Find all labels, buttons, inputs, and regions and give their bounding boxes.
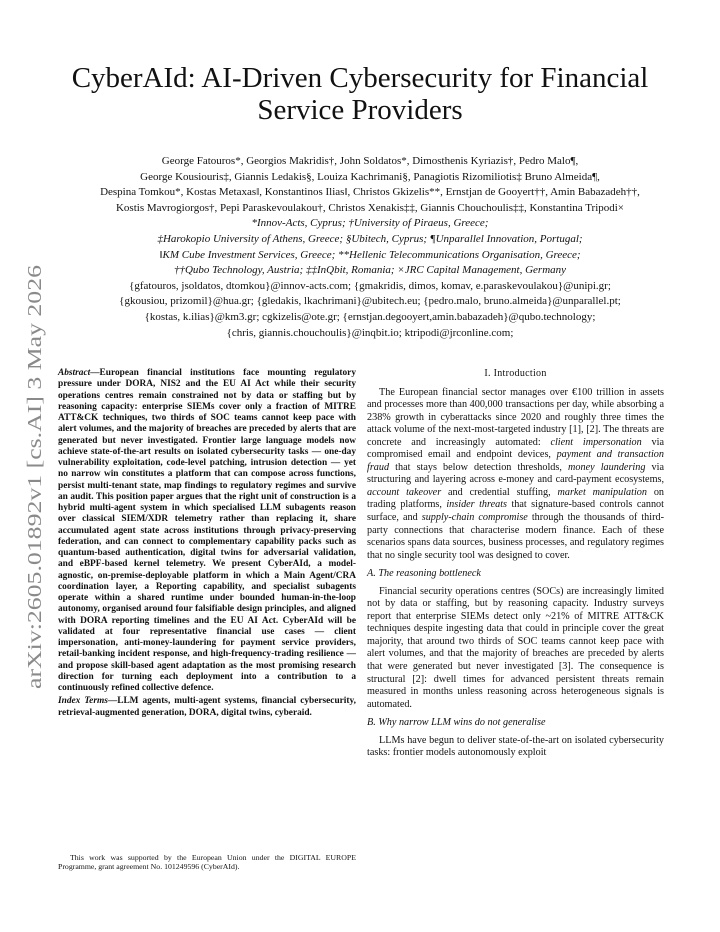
index-terms-lead: Index Terms: [58, 696, 108, 707]
text-run: on trading platforms,: [367, 486, 665, 511]
email-line: {gfatouros, jsoldatos, dtomkou}@innov-acts.com; {gmakridis, dimos, komav, e.paraskevoulakou}@unipi.gr;: [129, 279, 611, 292]
abstract: [58, 368, 356, 694]
text-run: that stays below detection thresholds,: [389, 461, 569, 473]
text-run: through the thousands of third-party connections that characterise modern finance. Each of these scenarios spans data sources, business processes, and regulatory regimes that no single security tool was designed to cover.: [367, 512, 664, 561]
intro-paragraph: [367, 387, 664, 563]
affiliation-line: *Innov-Acts, Cyprus; †University of Piraeus, Greece;: [251, 217, 489, 230]
subsection-heading: A. The reasoning bottleneck: [367, 568, 481, 580]
abstract-lead: Abstract: [58, 368, 91, 378]
arxiv-stamp-text: arXiv:2605.01892v1 [cs.AI] 3 May 2026: [25, 368, 46, 689]
text-run: The European financial sector manages over €100 trillion in assets and processes more than 400,000 transactions per day, while absorbing a 238% growth in cyberattacks since 2020 and roughly three times the attack volume of the next-most-targeted industry [1], [2]. The threats are concrete and increasingly automated:: [367, 386, 664, 448]
threat-term: payment and transaction fraud: [367, 449, 664, 473]
email-line: {chris, giannis.chouchoulis}@inqbit.io; ktripodi@jrconline.com;: [226, 326, 514, 339]
email-line: {gkousiou, prizomil}@hua.gr; {gledakis, lkachrimani}@ubitech.eu; {pedro.malo, bruno.almeida}@unparallel.pt;: [119, 295, 621, 308]
subsection-heading: B. Why narrow LLM wins do not generalise: [367, 717, 546, 729]
text-run: that signature-based controls cannot surface, and: [367, 499, 664, 524]
funding-footnote: This work was supported by the European Union under the DIGITAL EUROPE Programme, grant agreement No. 101249596 (CyberAId).: [58, 853, 356, 872]
text-run: and credential stuffing,: [441, 486, 558, 498]
affiliation-line: ††Qubo Technology, Austria; ‡‡InQbit, Romania; ×JRC Capital Management, Germany: [173, 264, 567, 277]
text-run: via structuring and layering across e-money and card-payment ecosystems,: [367, 461, 664, 486]
threat-term: client impersonation: [550, 436, 642, 448]
author-block: [55, 154, 685, 341]
affiliation-line: ‡Harokopio University of Athens, Greece; §Ubitech, Cyprus; ¶Unparallel Innovation, Portugal;: [157, 232, 583, 245]
author-line: George Kousiouris‡, Giannis Ledakis§, Louiza Kachrimani§, Panagiotis Rizomiliotis‡ Bruno Almeida¶,: [140, 170, 600, 183]
left-column: [58, 368, 356, 719]
affiliation-line: ‖KM Cube Investment Services, Greece; **Hellenic Telecommunications Organisation, Greece;: [159, 248, 581, 261]
threat-term: insider threats: [446, 499, 508, 511]
threat-term: account takeover: [367, 486, 442, 498]
text-run: via compromised email and endpoint devices,: [367, 436, 664, 461]
author-line: Kostis Mavrogiorgos†, Pepi Paraskevoulakou†, Christos Xenakis‡‡, Giannis Chouchoulis‡‡, Konstantina Tripodi×: [115, 201, 625, 214]
paper-title: CyberAId: AI-Driven Cybersecurity for Financial Service Providers: [71, 62, 649, 126]
paragraph: LLMs have begun to deliver state-of-the-art on isolated cybersecurity tasks: frontier models autonomously exploit: [367, 734, 664, 759]
paragraph: Financial security operations centres (SOCs) are increasingly limited not by data or staffing, but by reasoning capacity. Industry surveys report that enterprise SIEMs detect only ~21% of MITRE ATT&CK techniques despite ingesting data that could in principle cover the great majority, that around two thirds of SOC teams cannot keep pace with alert volumes, and that the majority of breaches are preceded by alerts that were generated but never investigated [3]. The consequence is structural [2]: dwell times for advanced persistent threats remain measured in months unless reasoning across heterogeneous signals is automated.: [367, 585, 664, 710]
arxiv-stamp: [14, 262, 50, 692]
threat-term: supply-chain compromise: [421, 512, 528, 524]
author-line: George Fatouros*, Georgios Makridis†, John Soldatos*, Dimosthenis Kyriazis†, Pedro Malo¶,: [161, 155, 579, 167]
index-terms: [58, 696, 356, 719]
email-line: {kostas, k.ilias}@km3.gr; cgkizelis@ote.gr; {ernstjan.degooyert,amin.babazadeh}@qubo.technology;: [144, 310, 596, 323]
right-column: [367, 368, 664, 760]
threat-term: market manipulation: [557, 486, 647, 498]
index-terms-text: —LLM agents, multi-agent systems, financial cybersecurity, retrieval-augmented generation, DORA, digital twins, cyberaid.: [58, 696, 356, 718]
threat-term: money laundering: [568, 461, 646, 473]
section-heading: I. Introduction: [484, 368, 547, 379]
author-line: Despina Tomkou*, Kostas Metaxas‖, Konstantinos Ilias‖, Christos Gkizelis**, Ernstjan de Gooyert††, Amin Babazadeh††,: [100, 186, 640, 199]
abstract-text: —European financial institutions face mounting regulatory pressure under DORA, NIS2 and the EU AI Act while their security operations centres remain constrained not by data or staffing but by reasoning capacity: enterprise SIEMs cover only a fraction of MITRE ATT&CK techniques, two thirds of SOC teams cannot keep pace with alert volumes, and the majority of breaches are preceded by alerts that are generated but never investigated. Frontier large language models now achieve state-of-the-art results on isolated cybersecurity tasks — one-day vulnerability exploitation, code-level patching, intrusion detection — yet no narrow win constitutes a platform that can compose across functions, persist multi-tenant state, map findings to regulatory regimes and survive an audit. This position paper argues that the right unit of construction is a hybrid multi-agent system in which specialised LLM subagents reason over classical SIEM/XDR telemetry rather than replacing it, share accumulated agent state across institutions through privacy-preserving federation, and can connect to complementary capability packs such as quantum-based authentication, digital twins for adversarial validation, and eBPF-based kernel telemetry. We present CyberAId, a model-agnostic, on-premise-deployable platform in which a Main Agent/CRA coordination layer, a Reporting capability, and specialist subagents operate within a shared runtime under bounded human-in-the-loop autonomy, organised around four falsifiable design principles, and aligned with DORA reporting timelines and the EU AI Act. CyberAId will be validated at four representative financial use cases — client impersonation, anti-money-laundering for payment service providers, retail-banking incident response, and high-frequency-trading resilience — and propose skill-based agent adaptation as the most promising research direction for turning each deployment into a contribution to a continuously refined collective defence.: [58, 368, 356, 693]
